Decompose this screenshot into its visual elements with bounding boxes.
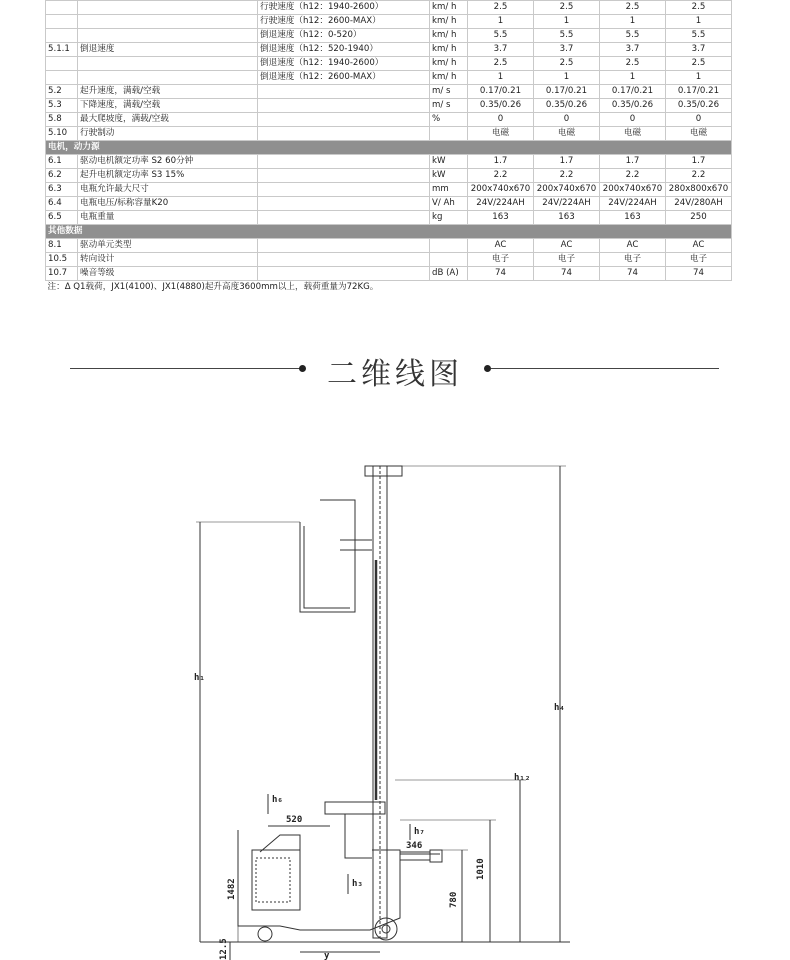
cell-value: 2.2 [600,169,666,183]
cell-name [78,57,258,71]
label-y: y [324,951,330,960]
table-row [46,155,732,169]
guard-rail-inner [304,526,350,608]
label-h6: h₆ [272,795,283,805]
cell-unit: m/ s [430,99,468,113]
cell-name: 起升电机额定功率 S3 15% [78,169,258,183]
cell-value: 5.5 [666,29,732,43]
cell-value: 电子 [666,253,732,267]
cell-value: 74 [534,267,600,281]
cell-value: 0.35/0.26 [468,99,534,113]
cell-condition: 倒退速度（h12：520-1940） [258,43,430,57]
cell-value: 0 [534,113,600,127]
cell-condition [258,85,430,99]
label-h12: h₁₂ [514,773,531,783]
cell-no: 5.8 [46,113,78,127]
drive-wheel [375,918,397,940]
cell-no: 8.1 [46,239,78,253]
cell-value: 1 [468,15,534,29]
cell-name: 最大爬坡度，满载/空载 [78,113,258,127]
cell-value: 5.5 [600,29,666,43]
load-wheel-block [430,850,442,862]
cell-condition [258,183,430,197]
cell-value: 2.5 [534,57,600,71]
cell-condition [258,127,430,141]
cell-condition [258,267,430,281]
control-panel [260,835,300,852]
cell-unit: kW [430,169,468,183]
cell-value: 2.5 [666,57,732,71]
table-row [46,267,732,281]
label-h1: h₁ [194,673,205,683]
cell-value: 0.35/0.26 [666,99,732,113]
cell-name: 电瓶允许最大尺寸 [78,183,258,197]
cell-name: 起升速度，满载/空载 [78,85,258,99]
cell-no: 6.4 [46,197,78,211]
table-row [46,57,732,71]
cell-unit [430,127,468,141]
cell-value: 1 [534,15,600,29]
cell-unit: % [430,113,468,127]
cell-value: 电子 [534,253,600,267]
cell-name: 驱动单元类型 [78,239,258,253]
dim-label-1482: 1482 [227,878,237,900]
cell-value: 1 [600,71,666,85]
cell-value: 5.5 [534,29,600,43]
cell-no: 5.10 [46,127,78,141]
table-row [46,253,732,267]
dim-label-1010: 1010 [476,858,486,880]
table-row [46,113,732,127]
cell-value: 3.7 [600,43,666,57]
cell-value: 0.17/0.21 [666,85,732,99]
battery-box [252,850,300,910]
cell-value: AC [534,239,600,253]
table-row [46,85,732,99]
cell-unit: mm [430,183,468,197]
cell-value: 0.17/0.21 [468,85,534,99]
cell-value: 电磁 [666,127,732,141]
cell-name: 下降速度，满载/空载 [78,99,258,113]
cell-no [46,29,78,43]
section-title-bar [0,346,790,396]
label-h7: h₇ [414,827,425,837]
cell-no: 10.5 [46,253,78,267]
cell-value: 5.5 [468,29,534,43]
table-row [46,1,732,15]
cell-condition: 倒退速度（h12：0-520） [258,29,430,43]
cell-no: 6.2 [46,169,78,183]
cell-unit: km/ h [430,57,468,71]
cell-name: 噪音等级 [78,267,258,281]
cell-condition [258,169,430,183]
cell-condition [258,211,430,225]
castor-wheel [258,927,272,941]
battery-inner [256,858,290,902]
section-label: 电机，动力源 [46,141,732,155]
cell-unit: V/ Ah [430,197,468,211]
cell-value: AC [468,239,534,253]
cell-value: 0.17/0.21 [534,85,600,99]
title-dot-left [299,365,306,372]
cell-no [46,15,78,29]
cell-condition [258,197,430,211]
section-title: 二维线图 [327,357,463,392]
cell-value: 2.5 [600,57,666,71]
title-rule-left [70,368,302,369]
cell-no: 5.1.1 [46,43,78,57]
cell-condition: 倒退速度（h12：1940-2600） [258,57,430,71]
cell-unit: dB (A) [430,267,468,281]
cell-value: 3.7 [468,43,534,57]
cell-unit: kW [430,155,468,169]
chassis [238,830,400,930]
dim-label-346: 346 [406,841,423,851]
cell-value: AC [666,239,732,253]
cell-value: 200x740x670 [468,183,534,197]
cell-value: 24V/224AH [468,197,534,211]
cell-value: 1 [600,15,666,29]
cell-value: 1.7 [534,155,600,169]
table-row [46,43,732,57]
cell-value: 0 [468,113,534,127]
cell-condition: 倒退速度（h12：2600-MAX） [258,71,430,85]
cell-name [78,15,258,29]
cell-unit: km/ h [430,71,468,85]
cell-no [46,57,78,71]
cell-value: 1 [666,71,732,85]
table-row [46,183,732,197]
cell-name: 电瓶重量 [78,211,258,225]
platform-post [345,814,372,858]
section-row [46,225,732,239]
cell-unit: km/ h [430,1,468,15]
cell-value: 1 [534,71,600,85]
cell-value: 电磁 [534,127,600,141]
table-row [46,239,732,253]
cell-no: 6.1 [46,155,78,169]
cell-no [46,71,78,85]
section-label: 其他数据 [46,225,732,239]
cell-value: 74 [666,267,732,281]
cell-value: 2.2 [666,169,732,183]
cell-value: 0 [600,113,666,127]
mast-top-head [365,466,402,476]
cell-value: 200x740x670 [534,183,600,197]
cell-value: 163 [600,211,666,225]
table-row [46,197,732,211]
table-row [46,29,732,43]
cell-value: 2.5 [468,1,534,15]
cell-value: 2.5 [666,1,732,15]
cell-name [78,29,258,43]
dim-label-780: 780 [449,891,459,908]
section-row [46,141,732,155]
guard-rail [300,500,355,612]
cell-unit: km/ h [430,43,468,57]
cell-value: 74 [468,267,534,281]
cell-no: 5.3 [46,99,78,113]
label-h3: h₃ [352,879,363,889]
cell-condition [258,155,430,169]
cell-value: 24V/224AH [600,197,666,211]
cell-value: 电子 [468,253,534,267]
cell-value: 24V/224AH [534,197,600,211]
platform [325,802,385,814]
cell-name [78,1,258,15]
cell-value: 280x800x670 [666,183,732,197]
cell-value: 163 [468,211,534,225]
cell-unit [430,239,468,253]
cell-value: 0.35/0.26 [600,99,666,113]
cell-value: 200x740x670 [600,183,666,197]
cell-value: 0.35/0.26 [534,99,600,113]
table-row [46,71,732,85]
drive-wheel-hub [382,925,390,933]
cell-name: 驱动电机额定功率 S2 60分钟 [78,155,258,169]
note-row [46,281,732,295]
cell-condition: 行驶速度（h12：1940-2600） [258,1,430,15]
table-row [46,99,732,113]
table-row [46,127,732,141]
cell-value: 2.5 [468,57,534,71]
cell-value: 1 [666,15,732,29]
cell-unit: m/ s [430,85,468,99]
cell-value: 3.7 [534,43,600,57]
spec-table [45,0,732,294]
dimension-drawing [0,440,790,960]
dim-label-125: 12.5 [219,938,229,960]
cell-value: 2.5 [534,1,600,15]
cell-name: 倒退速度 [78,43,258,57]
title-dot-right [484,365,491,372]
cell-unit: km/ h [430,15,468,29]
cell-value: 1 [468,71,534,85]
cell-value: 3.7 [666,43,732,57]
cell-value: 0.17/0.21 [600,85,666,99]
table-row [46,211,732,225]
cell-value: 电磁 [600,127,666,141]
cell-condition: 行驶速度（h12：2600-MAX） [258,15,430,29]
cell-value: 电子 [600,253,666,267]
cell-condition [258,253,430,267]
cell-condition [258,99,430,113]
table-row [46,15,732,29]
cell-no: 6.5 [46,211,78,225]
cell-value: 2.2 [534,169,600,183]
cell-value: 1.7 [600,155,666,169]
cell-no: 5.2 [46,85,78,99]
cell-unit: kg [430,211,468,225]
cell-name: 行驶制动 [78,127,258,141]
cell-value: 163 [534,211,600,225]
cell-value: 电磁 [468,127,534,141]
cell-value: 0 [666,113,732,127]
table-note: 注：Δ Q1载荷，JX1(4100)、JX1(4880)起升高度3600mm以上，载荷重量为72KG。 [46,281,732,295]
cell-value: 1.7 [468,155,534,169]
cell-value: 2.5 [600,1,666,15]
cell-value: AC [600,239,666,253]
cell-unit: km/ h [430,29,468,43]
cell-no: 6.3 [46,183,78,197]
cell-name [78,71,258,85]
dim-label-520: 520 [286,815,303,825]
cell-value: 74 [600,267,666,281]
cell-no: 10.7 [46,267,78,281]
cell-condition [258,113,430,127]
forks [400,852,430,860]
table-row [46,169,732,183]
cell-condition [258,239,430,253]
cell-value: 2.2 [468,169,534,183]
cell-no [46,1,78,15]
label-h4: h₄ [554,703,565,713]
cell-value: 24V/280AH [666,197,732,211]
cell-name: 转向设计 [78,253,258,267]
title-rule-right [491,368,719,369]
cell-value: 1.7 [666,155,732,169]
cell-unit [430,253,468,267]
cell-name: 电瓶电压/标称容量K20 [78,197,258,211]
cell-value: 250 [666,211,732,225]
